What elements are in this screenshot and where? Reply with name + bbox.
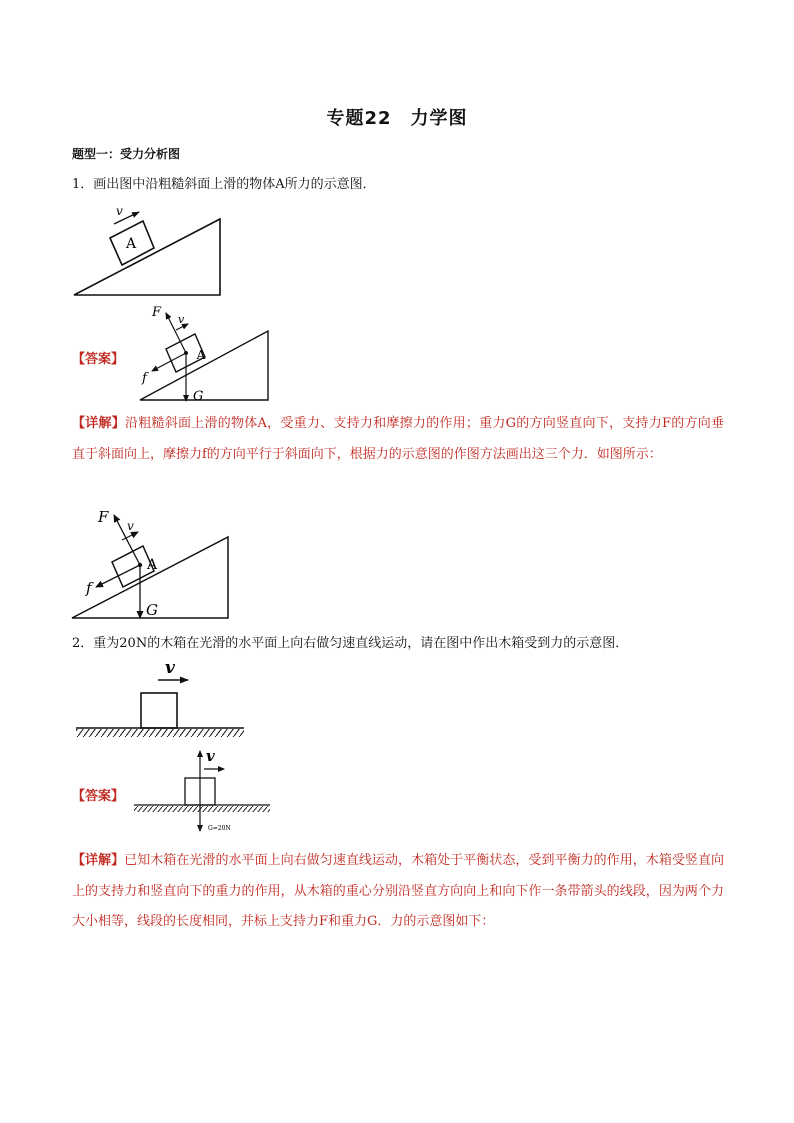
gravity-label: G — [193, 389, 204, 403]
q2-answer-label: 【答案】 — [72, 789, 125, 804]
q1-detail-text: 沿粗糙斜面上滑的物体A，受重力、支持力和摩擦力的作用；重力G的方向竖直向下，支持力F的方向垂直于斜面向上，摩擦力f的方向平行于斜面向下，根据力的示意图的作图方法画出这三个力．如图所示： — [72, 416, 724, 462]
velocity-label: v — [127, 519, 134, 533]
question-2-text: 2．重为20N的木箱在光滑的水平面上向右做匀速直线运动，请在图中作出木箱受到力的示意图． — [72, 636, 629, 651]
q1-detail-figure — [68, 505, 234, 621]
question-1-text: 1．画出图中沿粗糙斜面上滑的物体A所力的示意图． — [72, 177, 376, 192]
wooden-box — [141, 693, 177, 728]
velocity-label: v — [178, 313, 185, 326]
q2-detail — [72, 846, 724, 938]
block-a-label: A — [196, 348, 206, 362]
friction-label: f — [86, 579, 92, 597]
q1-answer-figure — [138, 303, 272, 403]
ground-hatch — [76, 729, 244, 737]
gravity-label: G — [146, 601, 158, 619]
block-a-label: A — [146, 557, 158, 573]
page-title: 专题22 力学图 — [326, 108, 468, 129]
q2-question-figure — [72, 656, 250, 742]
q2-detail-text: 已知木箱在光滑的水平面上向右做匀速直线运动，木箱处于平衡状态，受到平衡力的作用，木箱受竖直向上的支持力和竖直向下的重力的作用，从木箱的重心分别沿竖直方向向上和向下作一条带箭头的线段，因为两个力大小相等，线段的长度相同，并标上支持力F和重力G．力的示意图如下： — [72, 853, 724, 929]
gravity-label: G=20N — [208, 825, 231, 832]
velocity-label: v — [165, 658, 175, 678]
incline — [140, 331, 268, 400]
q1-detail — [72, 409, 724, 470]
friction-label: f — [142, 371, 147, 386]
velocity-label: v — [116, 204, 123, 218]
q1-answer-label: 【答案】 — [72, 352, 125, 367]
section-heading: 题型一：受力分析图 — [72, 147, 181, 161]
q2-answer-figure — [132, 747, 274, 837]
block-a-label: A — [125, 236, 137, 252]
normal-force-label: F — [152, 305, 162, 320]
velocity-label: v — [206, 747, 215, 765]
q1-question-figure — [70, 203, 230, 299]
q2-detail-label: 【详解】 — [72, 853, 125, 868]
ground-hatch — [134, 806, 270, 812]
normal-force-label: F — [98, 508, 109, 526]
q1-detail-label: 【详解】 — [72, 416, 125, 431]
